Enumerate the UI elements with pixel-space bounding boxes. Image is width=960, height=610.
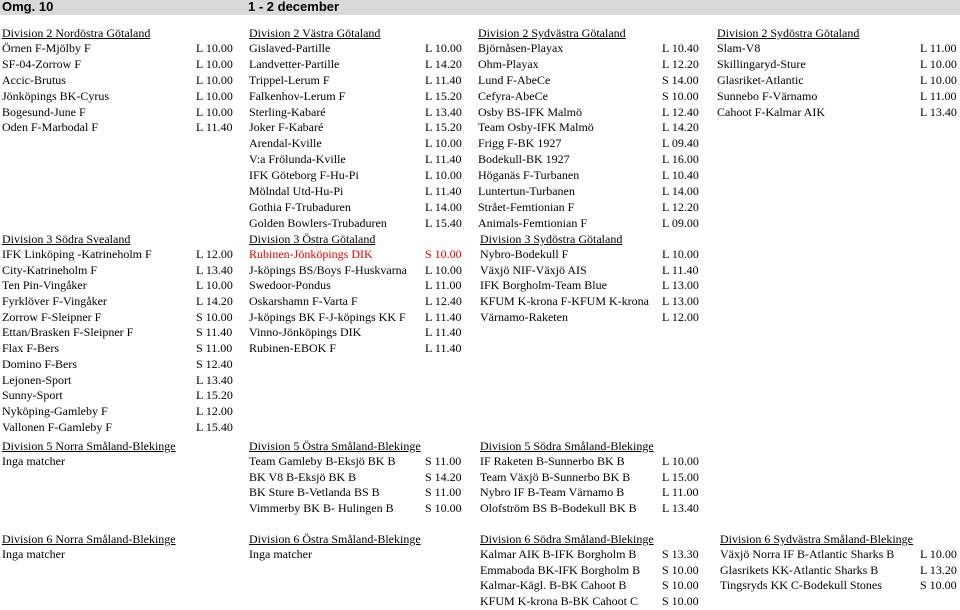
match-time: L 11.40	[425, 325, 462, 340]
match-row	[2, 89, 242, 105]
match-time: S 11.00	[425, 454, 462, 468]
match-row	[249, 501, 475, 517]
match-row	[478, 105, 734, 121]
match-teams: Ohm-Playax	[478, 56, 539, 71]
page-header	[0, 0, 960, 15]
match-row	[480, 485, 736, 501]
match-teams: J-köpings BS/Boys F-Huskvarna	[249, 262, 408, 277]
match-time: L 10.00	[196, 104, 233, 119]
match-row	[249, 136, 475, 152]
match-row	[720, 563, 960, 579]
division-block	[2, 26, 242, 136]
match-time: L 14.20	[196, 294, 233, 309]
match-teams: Gislaved-Partille	[249, 41, 331, 55]
match-row	[249, 263, 475, 279]
match-time: S 10.00	[662, 88, 699, 103]
match-time: S 12.40	[196, 356, 233, 371]
division-block	[249, 439, 475, 517]
match-time: L 10.00	[196, 72, 233, 87]
division-title: Division 6 Södra Småland-Blekinge	[480, 532, 654, 546]
match-row	[2, 263, 242, 279]
division-block	[480, 232, 736, 325]
match-time: L 11.00	[662, 485, 699, 500]
match-time: L 10.00	[662, 454, 699, 468]
match-teams: Falkenhov-Lerum F	[249, 88, 346, 103]
match-teams: Bodekull-BK 1927	[478, 152, 570, 167]
match-teams: IFK Borgholm-Team Blue	[480, 278, 607, 293]
division-block	[480, 439, 736, 517]
match-row	[480, 470, 736, 486]
division-block	[249, 232, 475, 357]
match-teams: KFUM K-krona B-BK Cahoot C	[480, 594, 638, 609]
match-teams: Värnamo-Raketen	[480, 309, 568, 324]
match-row	[2, 105, 242, 121]
match-row	[2, 41, 242, 57]
match-teams: Gothia F-Trubaduren	[249, 199, 351, 214]
match-teams: Zorrow F-Sleipner F	[2, 309, 102, 324]
match-teams: Oden F-Marbodal F	[2, 120, 98, 135]
match-row	[717, 89, 960, 105]
match-time: S 10.00	[662, 562, 699, 577]
match-time: S 11.00	[196, 341, 233, 356]
match-time: L 10.00	[425, 41, 462, 55]
match-time: L 10.00	[425, 262, 462, 277]
match-teams: J-köpings BK F-J-köpings KK F	[249, 309, 406, 324]
match-row	[478, 200, 734, 216]
match-time: L 13.20	[920, 562, 957, 577]
match-teams: Vinno-Jönköpings DIK	[249, 325, 362, 340]
match-teams: IFK Linköping -Katrineholm F	[2, 247, 152, 261]
match-teams: Inga matcher	[249, 547, 312, 561]
match-row	[2, 547, 242, 563]
match-time: S 11.00	[425, 485, 462, 500]
match-teams: Cefyra-AbeCe	[478, 88, 548, 103]
match-row	[478, 184, 734, 200]
match-time: L 15.00	[662, 469, 699, 484]
match-teams: Domino F-Bers	[2, 356, 77, 371]
match-row	[478, 216, 734, 232]
match-row	[2, 357, 242, 373]
match-teams: Lund F-AbeCe	[478, 72, 551, 87]
match-time: L 11.40	[425, 184, 462, 199]
match-row	[2, 454, 242, 470]
match-row	[717, 105, 960, 121]
match-time: L 12.40	[425, 294, 462, 309]
match-row	[480, 578, 717, 594]
match-teams: Nyköping-Gamleby F	[2, 403, 108, 418]
match-row	[2, 247, 242, 263]
match-teams: Lejonen-Sport	[2, 372, 72, 387]
match-teams: Slam-V8	[717, 41, 761, 55]
match-time: L 10.00	[920, 72, 957, 87]
match-row	[480, 547, 717, 563]
match-teams: Rubinen-EBOK F	[249, 341, 336, 356]
division-block	[2, 532, 242, 563]
match-time: L 10.00	[920, 56, 957, 71]
match-teams: Rubinen-Jönköpings DIK	[249, 247, 373, 261]
match-row	[249, 294, 475, 310]
match-teams: Inga matcher	[2, 454, 65, 468]
match-teams: Växjö Norra IF B-Atlantic Sharks B	[720, 547, 895, 561]
match-row	[249, 310, 475, 326]
match-teams: Cahoot F-Kalmar AIK	[717, 104, 825, 119]
match-time: L 15.40	[425, 215, 462, 230]
match-time: L 15.20	[196, 388, 233, 403]
match-teams: Olofström BS B-Bodekull BK B	[480, 501, 637, 516]
match-teams: Örnen F-Mjölby F	[2, 41, 91, 55]
match-row	[249, 200, 475, 216]
match-teams: Sunnebo F-Värnamo	[717, 88, 818, 103]
match-teams: Kalmar-Kägl. B-BK Cahoot B	[480, 578, 627, 593]
match-time: S 10.00	[425, 247, 462, 261]
match-row	[717, 73, 960, 89]
match-teams: Nybro IF B-Team Värnamo B	[480, 485, 625, 500]
match-time: L 10.00	[425, 136, 462, 151]
match-row	[249, 57, 475, 73]
match-time: L 09.40	[662, 136, 699, 151]
match-time: L 09.00	[662, 215, 699, 230]
division-title: Division 6 Östra Småland-Blekinge	[249, 532, 421, 546]
match-row	[2, 341, 242, 357]
match-teams: KFUM K-krona F-KFUM K-krona	[480, 294, 649, 309]
match-teams: SF-04-Zorrow F	[2, 56, 82, 71]
match-teams: Oskarshamn F-Varta F	[249, 294, 358, 309]
match-row	[249, 89, 475, 105]
round-label: Omg. 10	[2, 0, 54, 14]
match-teams: Kalmar AIK B-IFK Borgholm B	[480, 547, 637, 561]
match-row	[2, 388, 242, 404]
match-row	[720, 578, 960, 594]
match-time: L 10.00	[662, 247, 699, 261]
match-teams: Sterling-Kabaré	[249, 104, 326, 119]
match-teams: City-Katrineholm F	[2, 262, 97, 277]
match-teams: Golden Bowlers-Trubaduren	[249, 215, 387, 230]
match-time: L 13.40	[920, 104, 957, 119]
match-teams: Strået-Femtionian F	[478, 199, 575, 214]
match-row	[249, 168, 475, 184]
match-teams: V:a Frölunda-Kville	[249, 152, 346, 167]
match-teams: Mölndal Utd-Hu-Pi	[249, 184, 344, 199]
match-row	[2, 294, 242, 310]
division-title: Division 3 Östra Götaland	[249, 232, 376, 246]
match-teams: Jönköpings BK-Cyrus	[2, 88, 110, 103]
match-teams: Höganäs F-Turbanen	[478, 168, 580, 183]
match-row	[2, 310, 242, 326]
match-time: L 11.40	[425, 72, 462, 87]
division-block	[717, 26, 960, 120]
match-row	[478, 152, 734, 168]
match-row	[249, 325, 475, 341]
match-teams: BK Sture B-Vetlanda BS B	[249, 485, 380, 500]
match-time: S 14.00	[662, 72, 699, 87]
match-time: L 15.20	[425, 120, 462, 135]
match-teams: Frigg F-BK 1927	[478, 136, 562, 151]
match-time: L 13.40	[196, 262, 233, 277]
match-row	[480, 278, 736, 294]
match-row	[480, 263, 736, 279]
match-time: L 11.40	[425, 309, 462, 324]
match-time: L 12.20	[662, 199, 699, 214]
match-time: S 10.00	[425, 501, 462, 516]
division-title: Division 2 Västra Götaland	[249, 26, 381, 40]
division-title: Division 5 Östra Småland-Blekinge	[249, 439, 421, 453]
match-teams: Landvetter-Partille	[249, 56, 340, 71]
match-teams: Vallonen F-Gamleby F	[2, 419, 112, 434]
match-teams: Osby BS-IFK Malmö	[478, 104, 583, 119]
match-time: L 13.40	[196, 372, 233, 387]
match-teams: Trippel-Lerum F	[249, 72, 330, 87]
match-time: L 13.40	[662, 501, 699, 516]
match-teams: Skillingaryd-Sture	[717, 56, 806, 71]
match-time: L 13.40	[425, 104, 462, 119]
match-teams: Fyrklöver F-Vingåker	[2, 294, 107, 309]
match-row	[478, 57, 734, 73]
match-row	[249, 247, 475, 263]
match-teams: Team Växjö B-Sunnerbo BK B	[480, 469, 631, 484]
match-time: L 13.00	[662, 294, 699, 309]
match-teams: Växjö NIF-Växjö AIS	[480, 262, 587, 277]
match-time: L 11.40	[662, 262, 699, 277]
match-row	[2, 120, 242, 136]
match-row	[2, 373, 242, 389]
match-time: L 15.20	[425, 88, 462, 103]
match-time: S 10.00	[662, 578, 699, 593]
match-time: L 10.00	[196, 56, 233, 71]
match-teams: Accic-Brutus	[2, 72, 66, 87]
match-teams: Ten Pin-Vingåker	[2, 278, 87, 293]
match-row	[249, 41, 475, 57]
division-title: Division 2 Nordöstra Götaland	[2, 26, 151, 40]
match-row	[249, 73, 475, 89]
match-row	[478, 89, 734, 105]
match-teams: Swedoor-Pondus	[249, 278, 331, 293]
match-time: L 11.00	[425, 278, 462, 293]
division-block	[720, 532, 960, 594]
match-time: L 12.00	[196, 403, 233, 418]
match-teams: Joker F-Kabaré	[249, 120, 324, 135]
match-time: L 14.00	[662, 184, 699, 199]
match-row	[480, 294, 736, 310]
match-teams: Ettan/Brasken F-Sleipner F	[2, 325, 134, 340]
division-block	[249, 26, 475, 232]
match-teams: Luntertun-Turbanen	[478, 184, 575, 199]
match-time: L 10.40	[662, 168, 699, 183]
match-row	[480, 454, 736, 470]
match-time: S 10.00	[196, 309, 233, 324]
match-row	[249, 278, 475, 294]
match-teams: Team Osby-IFK Malmö	[478, 120, 594, 135]
match-row	[249, 184, 475, 200]
division-title: Division 2 Sydöstra Götaland	[717, 26, 860, 40]
division-block	[480, 532, 717, 610]
match-teams: IF Raketen B-Sunnerbo BK B	[480, 454, 625, 468]
match-row	[249, 341, 475, 357]
match-teams: BK V8 B-Eksjö BK B	[249, 469, 357, 484]
division-title: Division 5 Norra Småland-Blekinge	[2, 439, 176, 453]
match-row	[480, 563, 717, 579]
match-teams: Sunny-Sport	[2, 388, 63, 403]
match-time: L 14.00	[425, 199, 462, 214]
match-row	[478, 73, 734, 89]
match-teams: Arendal-Kville	[249, 136, 322, 151]
match-row	[480, 310, 736, 326]
match-row	[478, 120, 734, 136]
match-time: L 10.00	[196, 41, 233, 55]
match-row	[249, 216, 475, 232]
match-time: L 15.40	[196, 419, 233, 434]
match-time: L 11.00	[920, 41, 957, 55]
match-row	[480, 247, 736, 263]
match-teams: Nybro-Bodekull F	[480, 247, 569, 261]
division-title: Division 6 Norra Småland-Blekinge	[2, 532, 176, 546]
match-time: L 13.00	[662, 278, 699, 293]
match-time: L 16.00	[662, 152, 699, 167]
match-row	[249, 105, 475, 121]
match-row	[249, 485, 475, 501]
match-teams: Animals-Femtionian F	[478, 215, 587, 230]
match-teams: Flax F-Bers	[2, 341, 59, 356]
match-time: L 10.00	[425, 168, 462, 183]
match-row	[478, 136, 734, 152]
match-row	[249, 454, 475, 470]
match-teams: Emmaboda BK-IFK Borgholm B	[480, 562, 641, 577]
match-time: L 10.00	[196, 88, 233, 103]
match-time: L 11.40	[425, 341, 462, 356]
match-row	[2, 57, 242, 73]
match-row	[717, 41, 960, 57]
match-time: L 10.00	[920, 547, 957, 561]
division-block	[2, 439, 242, 470]
match-row	[249, 120, 475, 136]
match-teams: Tingsryds KK C-Bodekull Stones	[720, 578, 882, 593]
match-row	[717, 57, 960, 73]
match-row	[249, 152, 475, 168]
match-teams: Björnåsen-Playax	[478, 41, 564, 55]
match-row	[478, 168, 734, 184]
match-time: S 13.30	[662, 547, 699, 561]
match-row	[249, 547, 475, 563]
match-time: L 10.40	[662, 41, 699, 55]
date-label: 1 - 2 december	[248, 0, 340, 14]
match-row	[720, 547, 960, 563]
match-time: L 12.00	[662, 309, 699, 324]
match-time: L 14.20	[662, 120, 699, 135]
match-time: S 11.40	[196, 325, 233, 340]
match-row	[480, 594, 717, 610]
match-row	[2, 278, 242, 294]
match-teams: Glasriket-Atlantic	[717, 72, 804, 87]
match-time: S 10.00	[662, 594, 699, 609]
match-time: L 12.20	[662, 56, 699, 71]
division-title: Division 6 Sydvästra Småland-Blekinge	[720, 532, 913, 546]
division-block	[2, 232, 242, 435]
match-teams: Team Gamleby B-Eksjö BK B	[249, 454, 396, 468]
match-row	[478, 41, 734, 57]
match-time: S 10.00	[920, 578, 957, 593]
match-time: S 14.20	[425, 469, 462, 484]
match-row	[2, 73, 242, 89]
match-row	[2, 404, 242, 420]
match-teams: IFK Göteborg F-Hu-Pi	[249, 168, 359, 183]
match-teams: Inga matcher	[2, 547, 65, 561]
match-teams: Glasrikets KK-Atlantic Sharks B	[720, 562, 879, 577]
match-time: L 11.40	[196, 120, 233, 135]
division-title: Division 3 Södra Svealand	[2, 232, 131, 246]
match-time: L 10.00	[196, 278, 233, 293]
match-row	[2, 325, 242, 341]
match-time: L 14.20	[425, 56, 462, 71]
match-time: L 12.40	[662, 104, 699, 119]
match-time: L 12.00	[196, 247, 233, 261]
match-row	[480, 501, 736, 517]
division-title: Division 3 Sydöstra Götaland	[480, 232, 623, 246]
match-time: L 11.00	[920, 88, 957, 103]
division-title: Division 5 Södra Småland-Blekinge	[480, 439, 654, 453]
division-title: Division 2 Sydvästra Götaland	[478, 26, 626, 40]
division-block	[478, 26, 734, 232]
match-teams: Vimmerby BK B- Hulingen B	[249, 501, 394, 516]
match-time: L 11.40	[425, 152, 462, 167]
match-teams: Bogesund-June F	[2, 104, 86, 119]
match-row	[249, 470, 475, 486]
division-block	[249, 532, 475, 563]
match-row	[2, 420, 242, 436]
